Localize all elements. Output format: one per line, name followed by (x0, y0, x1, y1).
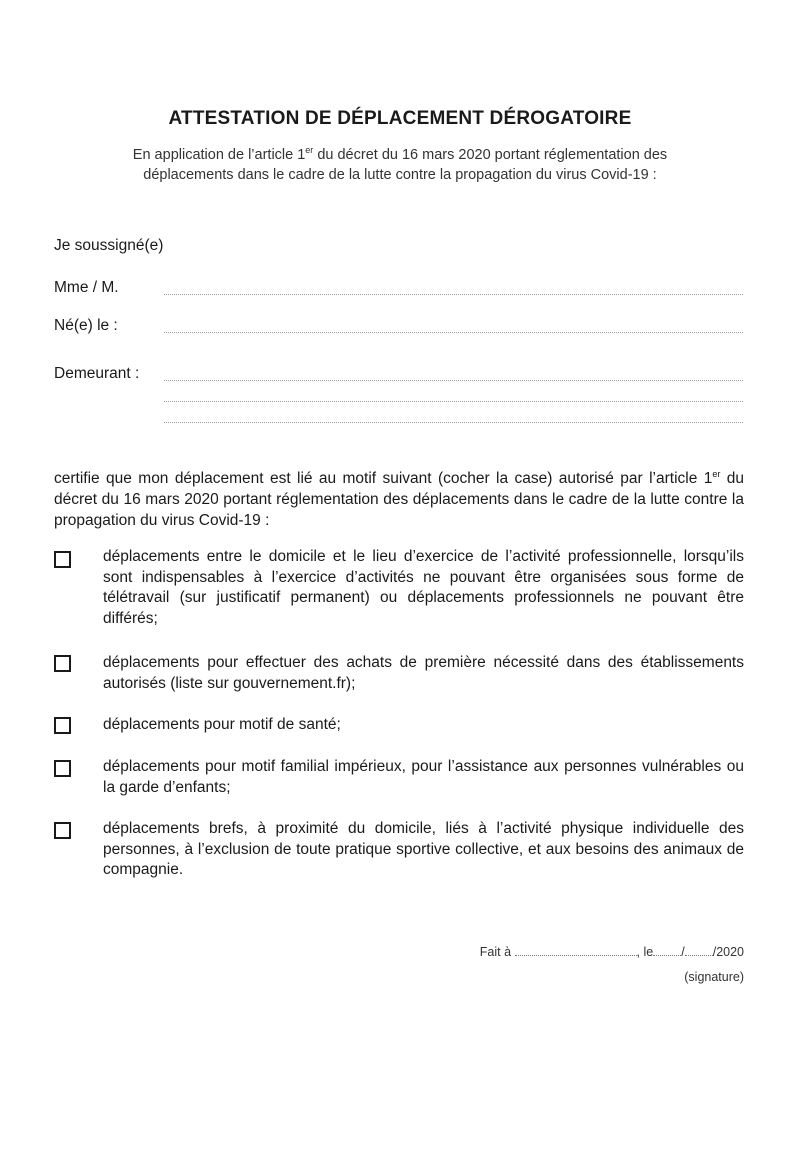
option-text-health: déplacements pour motif de santé; (103, 716, 341, 733)
legal-reference (60, 145, 740, 185)
place-date-line (480, 945, 744, 959)
signature-label: (signature) (684, 970, 744, 984)
name-field[interactable] (164, 294, 743, 295)
option-checkbox-work[interactable] (54, 551, 71, 568)
legal-reference-text-cont: du décret du 16 mars 2020 portant réglementation des (313, 147, 668, 163)
option-text-work: déplacements entre le domicile et le lieu d’exercice de l’activité professionnelle, lorsqu’ils sont indispensables à l’exercice d’activités ne pouvant être organisées sous forme de télétravail (sur justificatif permanent) ou déplacements professionnels ne pouvant être différés; (103, 548, 744, 627)
certification-text: certifie que mon déplacement est lié au motif suivant (cocher la case) autorisé par l’article 1 (54, 470, 713, 487)
legal-reference-line2: déplacements dans le cadre de la lutte contre la propagation du virus Covid-19 : (143, 167, 657, 183)
option-checkbox-family[interactable] (54, 760, 71, 777)
option-text-shopping: déplacements pour effectuer des achats de première nécessité dans des établissements autorisés (liste sur gouvernement.fr); (103, 654, 744, 692)
certification-text-cont: du décret du 16 mars 2020 portant réglementation des déplacements dans le cadre de la lutte contre la propagation du virus Covid-19 : (54, 470, 744, 529)
name-label: Mme / M. (54, 279, 119, 296)
address-label: Demeurant : (54, 365, 140, 382)
birth-date-field[interactable] (164, 332, 743, 333)
option-text-family: déplacements pour motif familial impérieux, pour l’assistance aux personnes vulnérables ou la garde d’enfants; (103, 758, 744, 796)
option-text-exercise: déplacements brefs, à proximité du domicile, liés à l’activité physique individuelle des personnes, à l’exclusion de toute pratique sportive collective, et aux besoins des animaux de compagnie. (103, 820, 744, 878)
ordinal-superscript: er (712, 468, 721, 479)
address-field-line-2[interactable] (164, 401, 743, 402)
option-checkbox-exercise[interactable] (54, 822, 71, 839)
birth-date-label: Né(e) le : (54, 317, 118, 334)
date-label: , le (636, 945, 654, 959)
address-field-line-1[interactable] (164, 380, 743, 381)
place-label: Fait à (479, 945, 512, 959)
page-title: ATTESTATION DE DÉPLACEMENT DÉROGATOIRE (168, 108, 632, 129)
option-checkbox-shopping[interactable] (54, 655, 71, 672)
date-separator: / (681, 945, 685, 959)
day-field[interactable] (653, 945, 681, 956)
intro-label: Je soussigné(e) (54, 237, 164, 254)
year-text: /2020 (712, 945, 744, 959)
certification-statement (54, 468, 744, 531)
option-checkbox-health[interactable] (54, 717, 71, 734)
address-field-line-3[interactable] (164, 422, 743, 423)
month-field[interactable] (685, 945, 713, 956)
place-field[interactable] (515, 945, 637, 956)
legal-reference-text: En application de l’article 1 (132, 147, 306, 163)
ordinal-superscript: er (305, 145, 314, 156)
